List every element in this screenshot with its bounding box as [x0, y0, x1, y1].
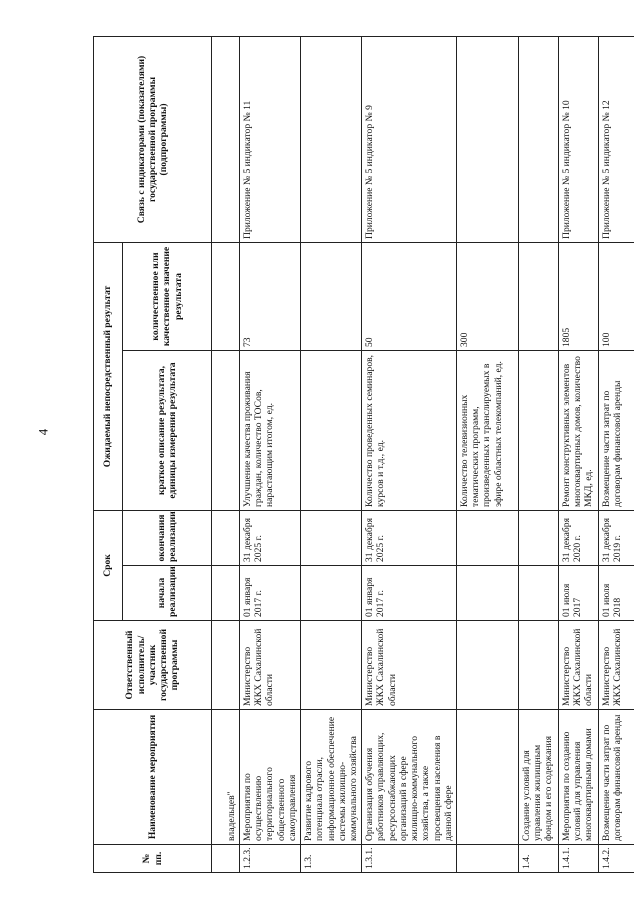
cell-end: 31 декабря 2019 г.: [598, 511, 634, 566]
header-expected-desc: краткое описание результата, единицы измерения результата: [123, 351, 212, 511]
cell-link: Приложение № 5 индикатор № 10: [558, 36, 598, 242]
cell-end: 31 декабря 2025 г.: [240, 511, 301, 566]
cell-end: [301, 511, 362, 566]
cell-num: 1.2.3.: [240, 845, 301, 873]
cell-responsible: Министерство ЖКХ Сахалинской области: [362, 621, 457, 710]
cell-desc: Возмещение части затрат по договорам финансовой аренды: [598, 351, 634, 511]
cell-responsible: [212, 621, 240, 710]
cell-desc: Ремонт конструктивных элементов многоквартирных домов, количество МКД, ед.: [558, 351, 598, 511]
cell-responsible: [301, 621, 362, 710]
cell-end: [518, 511, 558, 566]
cell-responsible: [518, 621, 558, 710]
cell-start: 01 января 2017 г.: [362, 566, 457, 621]
header-term-end: окончания реализации: [123, 511, 212, 566]
cell-responsible: Министерство ЖКХ Сахалинской: [598, 621, 634, 710]
cell-start: 01 июля 2017: [558, 566, 598, 621]
cell-desc: Улучшение качества проживания граждан, количество ТОСов, нарастающим итогом, ед.: [240, 351, 301, 511]
cell-desc: [212, 351, 240, 511]
cell-start: [301, 566, 362, 621]
header-expected: Ожидаемый непосредственный результат: [94, 242, 123, 510]
cell-name: Мероприятия по осуществлению территориального общественного самоуправления: [240, 710, 301, 845]
cell-link: [301, 36, 362, 242]
table-row: [240, 36, 301, 872]
cell-num: 1.4.1.: [558, 845, 598, 873]
header-term: Срок: [94, 511, 123, 621]
cell-num: 1.3.: [301, 845, 362, 873]
cell-value: 300: [456, 242, 518, 350]
cell-value: 50: [362, 242, 457, 350]
header-name: Наименование мероприятия: [94, 710, 212, 845]
cell-desc: Количество телевизионных тематических программ, произведенных и транслируемых в эфире областных телекомпаний, ед.: [456, 351, 518, 511]
cell-desc: [301, 351, 362, 511]
activities-table: [93, 36, 634, 873]
cell-value: [518, 242, 558, 350]
table-row: [301, 36, 362, 872]
cell-responsible: Министерство ЖКХ Сахалинской области: [240, 621, 301, 710]
cell-end: 31 декабря 2020 г.: [558, 511, 598, 566]
cell-link: Приложение № 5 индикатор № 9: [362, 36, 457, 242]
table-row: [212, 36, 240, 872]
cell-desc: [518, 351, 558, 511]
cell-value: [212, 242, 240, 350]
cell-name: Развитие кадрового потенциала отрасли, информационное обеспечение системы жилищно-коммунального хозяйства: [301, 710, 362, 845]
cell-num: 1.4.2.: [598, 845, 634, 873]
cell-start: [518, 566, 558, 621]
cell-name: Создание условий для управления жилищным фондом и его содержания: [518, 710, 558, 845]
cell-link: [212, 36, 240, 242]
cell-end: 31 декабря 2025 г.: [362, 511, 457, 566]
cell-value: [301, 242, 362, 350]
cell-desc: Количество проведенных семинаров, курсов и т.д., ед.: [362, 351, 457, 511]
rotated-page-content: [93, 37, 624, 873]
cell-end: [212, 511, 240, 566]
header-num: № пп.: [94, 845, 212, 873]
cell-value: 73: [240, 242, 301, 350]
cell-num: [212, 845, 240, 873]
cell-start: 01 июля 2018: [598, 566, 634, 621]
table-row: [598, 36, 634, 872]
cell-start: [456, 566, 518, 621]
cell-num: [456, 845, 518, 873]
cell-link: [456, 36, 518, 242]
cell-name: Мероприятия по созданию условий для управления многоквартирными домами: [558, 710, 598, 845]
cell-num: 1.4.: [518, 845, 558, 873]
cell-value: 1805: [558, 242, 598, 350]
cell-value: 100: [598, 242, 634, 350]
table-row: [558, 36, 598, 872]
table-row: [456, 36, 518, 872]
header-expected-value: количественное или качественное значение результата: [123, 242, 212, 350]
cell-num: 1.3.1.: [362, 845, 457, 873]
cell-end: [456, 511, 518, 566]
header-term-start: начала реализации: [123, 566, 212, 621]
cell-name: [456, 710, 518, 845]
table-row: [362, 36, 457, 872]
table-row: [518, 36, 558, 872]
cell-name: Организация обучения работников управляющих, ресурсоснабжающих организаций в сфере жилищно-коммунального хозяйства, а также просвещения населения в данной сфере: [362, 710, 457, 845]
cell-responsible: [456, 621, 518, 710]
cell-link: Приложение № 5 индикатор № 11: [240, 36, 301, 242]
cell-link: Приложение № 5 индикатор № 12: [598, 36, 634, 242]
header-link: Связь с индикаторами (показателями) государственной программы (подпрограммы): [94, 36, 212, 242]
cell-responsible: Министерство ЖКХ Сахалинской области: [558, 621, 598, 710]
cell-start: [212, 566, 240, 621]
cell-name: владельцев": [212, 710, 240, 845]
cell-start: 01 января 2017 г.: [240, 566, 301, 621]
page-number: 4: [35, 428, 51, 436]
cell-name: Возмещение части затрат по договорам финансовой аренды: [598, 710, 634, 845]
cell-link: [518, 36, 558, 242]
header-responsible: Ответственный исполнитель/участник государственной программы: [94, 621, 212, 710]
